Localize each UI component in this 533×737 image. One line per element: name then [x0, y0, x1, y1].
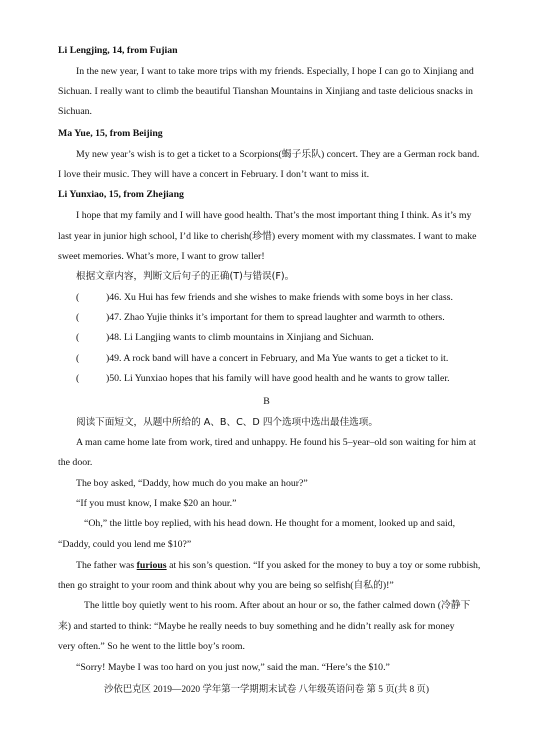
text-run: at his son’s question. “If you asked for the money to buy a toy or some rubbish, [166, 560, 481, 571]
text-run: The father was [76, 560, 137, 571]
page-footer: 沙依巴克区 2019—2020 学年第一学期期末试卷 八年级英语问卷 第 5 页(共 8 页) [104, 685, 429, 695]
question-item[interactable] [76, 311, 445, 324]
paragraph-line: My new year’s wish is to get a ticket to a Scorpions(蝎子乐队) concert. They are a German rock band. [76, 149, 480, 160]
answer-blank[interactable]: ( [76, 292, 80, 303]
answer-blank[interactable]: ( [76, 373, 80, 384]
section-instruction: 根据文章内容，判断文后句子的正确(T)与错误(F)。 [76, 271, 295, 282]
answer-blank[interactable]: ( [76, 332, 80, 343]
paragraph-line: “Daddy, could you lend me $10?” [58, 539, 192, 550]
paragraph-line: The little boy quietly went to his room. After about an hour or so, the father calmed down (冷静下 [84, 600, 471, 611]
speaker-heading: Li Yunxiao, 15, from Zhejiang [58, 189, 184, 200]
question-item[interactable] [76, 372, 450, 385]
paragraph-line: “Sorry! Maybe I was too hard on you just now,” said the man. “Here’s the $10.” [76, 662, 390, 673]
question-item[interactable] [76, 331, 374, 344]
answer-blank[interactable]: ( [76, 353, 80, 364]
section-instruction: 阅读下面短文，从题中所给的 A、B、C、D 四个选项中选出最佳选项。 [76, 417, 378, 428]
paragraph-line: very often.” So he went to the little boy’s room. [58, 641, 245, 652]
paragraph-line: “If you must know, I make $20 an hour.” [76, 498, 237, 509]
section-label: B [263, 396, 270, 407]
speaker-heading: Ma Yue, 15, from Beijing [58, 128, 163, 139]
question-text: )50. Li Yunxiao hopes that his family will have good health and he wants to grow taller. [106, 373, 450, 384]
paragraph-line: I hope that my family and I will have good health. That’s the most important thing I think. As it’s my [76, 210, 472, 221]
question-item[interactable] [76, 291, 453, 304]
question-text: )47. Zhao Yujie thinks it’s important for them to spread laughter and warmth to others. [106, 312, 445, 323]
paragraph-line: In the new year, I want to take more trips with my friends. Especially, I hope I can go to Xinjiang and [76, 66, 474, 77]
paragraph-line: The boy asked, “Daddy, how much do you make an hour?” [76, 478, 308, 489]
question-item[interactable] [76, 352, 448, 365]
paragraph-line: I love their music. They will have a concert in February. I don’t want to miss it. [58, 169, 370, 180]
vocabulary-word: furious [136, 560, 167, 571]
paragraph-line: Sichuan. [58, 106, 93, 117]
paragraph-line: A man came home late from work, tired and unhappy. He found his 5–year–old son waiting for him at [76, 437, 476, 448]
paragraph-line: Sichuan. I really want to climb the beautiful Tianshan Mountains in Xinjiang and taste delicious snacks in [58, 86, 473, 97]
paragraph-line [76, 559, 480, 572]
speaker-heading: Li Lengjing, 14, from Fujian [58, 45, 178, 56]
paragraph-line: then go straight to your room and think about why you are being so selfish(自私的)!” [58, 580, 394, 591]
paragraph-line: “Oh,” the little boy replied, with his head down. He thought for a moment, looked up and said, [84, 518, 456, 529]
paragraph-line: the door. [58, 457, 93, 468]
question-text: )46. Xu Hui has few friends and she wishes to make friends with some boys in her class. [106, 292, 453, 303]
paragraph-line: last year in junior high school, I’d like to cherish(珍惜) every moment with my classmates. I want to make [58, 231, 477, 242]
question-text: )48. Li Langjing wants to climb mountains in Xinjiang and Sichuan. [106, 332, 374, 343]
paragraph-line: 来) and started to think: “Maybe he really needs to buy something and he didn’t really ask for money [58, 621, 455, 632]
question-text: )49. A rock band will have a concert in February, and Ma Yue wants to get a ticket to it. [106, 353, 449, 364]
paragraph-line: sweet memories. What’s more, I want to grow taller! [58, 251, 265, 262]
answer-blank[interactable]: ( [76, 312, 80, 323]
